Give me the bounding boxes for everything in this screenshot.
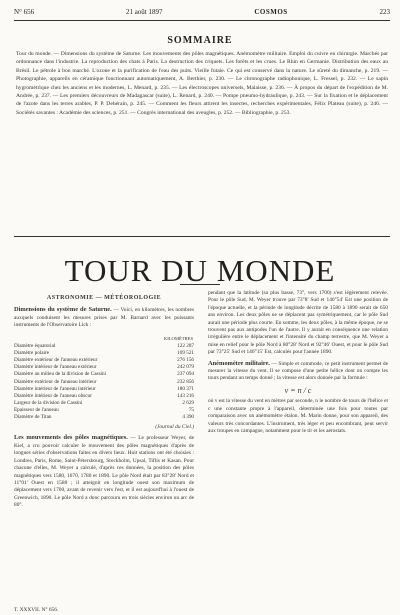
page-header <box>14 5 390 18</box>
article-continuation: pendant que la latitude (sa plus basse, 73°, vers 1700) s'est légèrement relevée. Pour le pôle Sud, M. Weyer trouve par 73°8' Sud et 146°54' Est une position de l'époque actuelle, et la période de longitude décrite de 1580 à 1890 serait de 650 ans environ. Les deux pôles ne se déplacent pas symétriquement, car le pôle Sud aurait une période plus courte. En somme, les deux pôles, à la même époque, ne se trouvent pas aux antipodes l'un de l'autre. Il y aurait en conséquence une relation irrégulière entre le déplacement et l'intensité du champ terrestre, que M. Weyer a mise en relief pour le pôle Nord à 80°28' Nord et 92°46' Ouest, et pour le pôle Sud par 73°25' Sud et 146°15' Est, calculés pour l'année 1890. <box>208 290 388 356</box>
right-column <box>208 290 388 438</box>
table-cell-value: 143 216 <box>177 392 194 399</box>
table-cell-value: 4 390 <box>182 413 194 420</box>
page-footer: T. XXXVII. N° 656. <box>14 607 59 613</box>
article-title: Dimensions du système de Saturne. <box>14 306 112 314</box>
article-anemometer-cont: où v est la vitesse du vent en mètres par seconde, n le nombre de tours de l'hélice et c une constante propre à l'appareil, déterminée une fois pour toutes par comparaison avec un anémomètre étalon. M. Marin donne, pour son appareil, des valeurs très concordantes. L'instrument, très léger et peu encombrant, peut servir aux troupes en campagne, notamment pour le tir et les aérostats. <box>208 398 388 434</box>
article-title: Les mouvements des pôles magnétiques. <box>14 434 128 442</box>
table-body <box>14 343 194 421</box>
table-cell-value: 109 521 <box>177 350 194 357</box>
table-row <box>14 386 194 393</box>
table-cell-label: Diamètre de Titan <box>14 413 52 420</box>
table-cell-value: 2 629 <box>182 399 194 406</box>
table-cell-label: Largeur de la division de Cassini <box>14 399 83 406</box>
table-row <box>14 407 194 414</box>
table-cell-value: 237 094 <box>177 371 194 378</box>
table-row <box>14 414 194 421</box>
table-row <box>14 400 194 407</box>
table-cell-label: Épaisseur de l'anneau <box>14 406 59 413</box>
table-row <box>14 371 194 378</box>
table-row <box>14 350 194 357</box>
table-row <box>14 364 194 371</box>
page-number: 223 <box>379 7 390 16</box>
issue-date: 21 août 1897 <box>125 7 163 16</box>
sommaire-text: Tour du monde. — Dimensions du système de Saturne. Les mouvements des pôles magnétiques. Anémomètre militaire. Emploi du cuivre en chirurgie. Marchés par ordonnance dans l'industrie. La reproduction des chats à Paris. La destruction des criquets. Les forêts et les crues. Le Rhin en Germanie. Distribution des eaux au Brésil. Le pétrole à bon marché. L'ozone et la purification de l'eau des puits. Vieille futaie. Ce qui est conservé dans la nature. Le sûreté du dimanche, p. 219. — Photographie, appareils en céramique fonctionnant automatiquement, A. Berthier, p. 230. — Le chronographe radiophonique, L. Fressel, p. 232. — Le sapin hygrométrique chez les anciens et les modernes, L. Menard, p. 235. — Les électroscopes universels, Malaisse, p. 236. — À propos du départ de l'expédition de M. Andrée, p. 237. — Les premiers découvreurs de Madagascar (suite), L. Renard, p. 240. — Pompe pneumo-hydraulique, p. 243. — Sur la fixation et le déplacement de l'azote dans les terres arables, P. P. Dehérain, p. 245. — Comment les fleurs attirent les insectes, recherches expérimentales, Félix Plateau (suite), p. 246. — Sociétés savantes : Académie des sciences, p. 251. — Congrès international des aveugles, p. 252. — Bibliographie, p. 253. <box>16 51 388 116</box>
left-column <box>14 290 194 513</box>
table-row <box>14 343 194 350</box>
table-cell-label: Diamètre intérieur de l'anneau intérieur <box>14 385 96 392</box>
title-underline <box>180 284 220 285</box>
header-rule <box>14 20 390 21</box>
table-cell-label: Diamètre extérieur de l'anneau intérieur <box>14 378 97 385</box>
formula: v = n / c <box>284 385 312 395</box>
article-magnetic-poles <box>14 434 194 509</box>
table-cell-value: 122 287 <box>177 343 194 350</box>
table-cell-label: Diamètre intérieur de l'anneau extérieur <box>14 364 97 371</box>
issue-number: N° 656 <box>14 7 35 16</box>
table-cell-label: Diamètre au milieu de la division de Cassini <box>14 371 107 378</box>
table-cell-value: 180 371 <box>177 385 194 392</box>
table-source: (Journal du Ciel.) <box>155 424 194 431</box>
article-anemometer <box>208 360 388 383</box>
table-cell-label: Diamètre extérieur de l'anneau extérieur <box>14 357 98 364</box>
table-cell-value: 276 156 <box>177 357 194 364</box>
table-cell-label: Diamètre équatorial <box>14 343 56 350</box>
table-row <box>14 393 194 400</box>
table-cell-label: Diamètre intérieur de l'anneau obscur <box>14 392 92 399</box>
section-title: TOUR DU MONDE <box>64 253 336 288</box>
table-row <box>14 357 194 364</box>
rubric-heading: ASTRONOMIE — MÉTÉOROLOGIE <box>46 295 162 301</box>
table-cell-value: 75 <box>188 406 194 413</box>
section-rule-top <box>14 236 390 237</box>
table-cell-value: 242 079 <box>177 364 194 371</box>
article-saturn <box>14 306 194 329</box>
table-row <box>14 379 194 386</box>
article-title: Anémomètre militaire. <box>208 359 271 367</box>
saturn-dimensions-table <box>14 334 194 421</box>
table-header: KILOMÈTRES <box>163 335 193 341</box>
publication-name: COSMOS <box>254 7 288 16</box>
article-intro: — Voici, en kilomètres, les nombres auxquels conduisent les mesures prises par M. Barnard avec les puissants instruments de l'Observatoire Lick : <box>14 307 194 329</box>
article-body: — Le professeur Weyer, de Kiel, a cru pouvoir calculer le mouvement des pôles magnétiques d'après de longues séries d'observations faites en divers lieux. Huit stations ont été choisies : Londres, Paris, Rome, Saint-Pétersbourg, Stockholm, Upsal, Tiflis et Kasan. Pour chacune d'elles, M. Weyer a calculé, d'après ces données, la position des pôles magnétiques vers 1580, 1670, 1780 et 1890. Le pôle Nord était par 83°28' Nord et 11°01' Ouest en 1580 ; il atteignit en longitude ouest son maximum de déplacement vers 1700, avant de revenir vers l'est, et il est aujourd'hui à l'ouest de Greenwich, 1890. Le pôle Nord a donc parcouru en trois siècles environ un arc de 80°. <box>14 435 194 509</box>
table-cell-value: 232 856 <box>177 378 194 385</box>
table-cell-label: Diamètre polaire <box>14 350 49 357</box>
article-body: — Simple et commode, ce petit instrument permet de mesurer la vitesse du vent. Il se compose d'une petite hélice dont on compte les tours pendant un temps donné ; la vitesse est alors donnée par la formule : <box>208 360 388 382</box>
sommaire-title: SOMMAIRE <box>167 35 233 46</box>
